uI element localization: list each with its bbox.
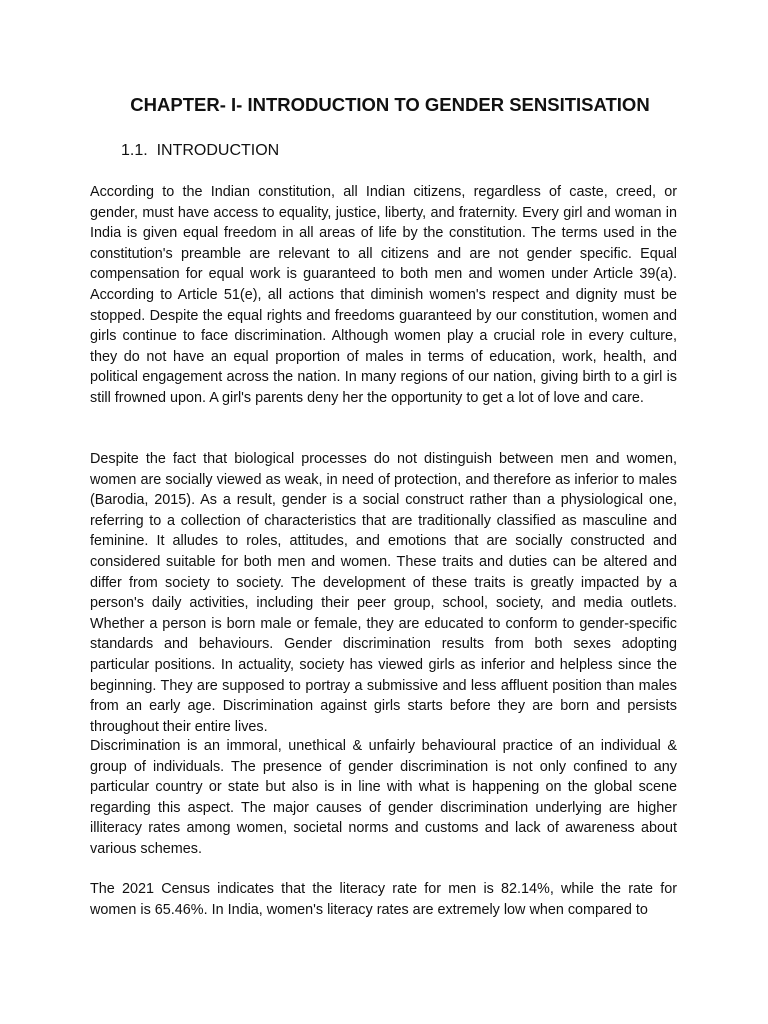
body-paragraph: Discrimination is an immoral, unethical & unfairly behavioural practice of an individual & group of individuals. The presence of gender discrimination is not only confined to any particular country or state but also is in line with what is happening on the global scene regarding this aspect. The major causes of gender discrimination underlying are higher illiteracy rates among women, societal norms and customs and lack of awareness about various schemes. [90, 738, 677, 857]
chapter-title: CHAPTER- I- INTRODUCTION TO GENDER SENSITISATION [130, 94, 650, 115]
body-paragraph: The 2021 Census indicates that the literacy rate for men is 82.14%, while the rate for women is 65.46%. In India, women's literacy rates are extremely low when compared to [90, 881, 677, 918]
body-paragraph: According to the Indian constitution, all Indian citizens, regardless of caste, creed, or gender, must have access to equality, justice, liberty, and fraternity. Every girl and woman in India is given equal freedom in all areas of life by the constitution. The terms used in the constitution's preamble are relevant to all citizens and are not gender specific. Equal compensation for equal work is guaranteed to both men and women under Article 39(a). According to Article 51(e), all actions that diminish women's respect and dignity must be stopped. Despite the equal rights and freedoms guaranteed by our constitution, women and girls continue to face discrimination. Although women play a crucial role in every culture, they do not have an equal proportion of males in terms of education, work, health, and political engagement across the nation. In many regions of our nation, giving birth to a girl is still frowned upon. A girl's parents deny her the opportunity to get a lot of love and care. [90, 184, 677, 406]
body-paragraph: Despite the fact that biological processes do not distinguish between men and women, women are socially viewed as weak, in need of protection, and therefore as inferior to males (Barodia, 2015). As a result, gender is a social construct rather than a physiological one, referring to a collection of characteristics that are traditionally classified as masculine and feminine. It alludes to roles, attitudes, and emotions that are socially constructed and considered suitable for both men and women. These traits and duties can be altered and differ from society to society. The development of these traits is greatly impacted by a person's daily activities, including their peer group, school, society, and media outlets. Whether a person is born male or female, they are educated to conform to gender-specific standards and behaviours. Gender discrimination results from both sexes adopting particular positions. In actuality, society has viewed girls as inferior and helpless since the beginning. They are supposed to portray a submissive and less affluent position than males from an early age. Discrimination against girls starts before they are born and persists throughout their entire lives. [90, 451, 677, 735]
section-heading: 1.1. INTRODUCTION [121, 142, 280, 159]
